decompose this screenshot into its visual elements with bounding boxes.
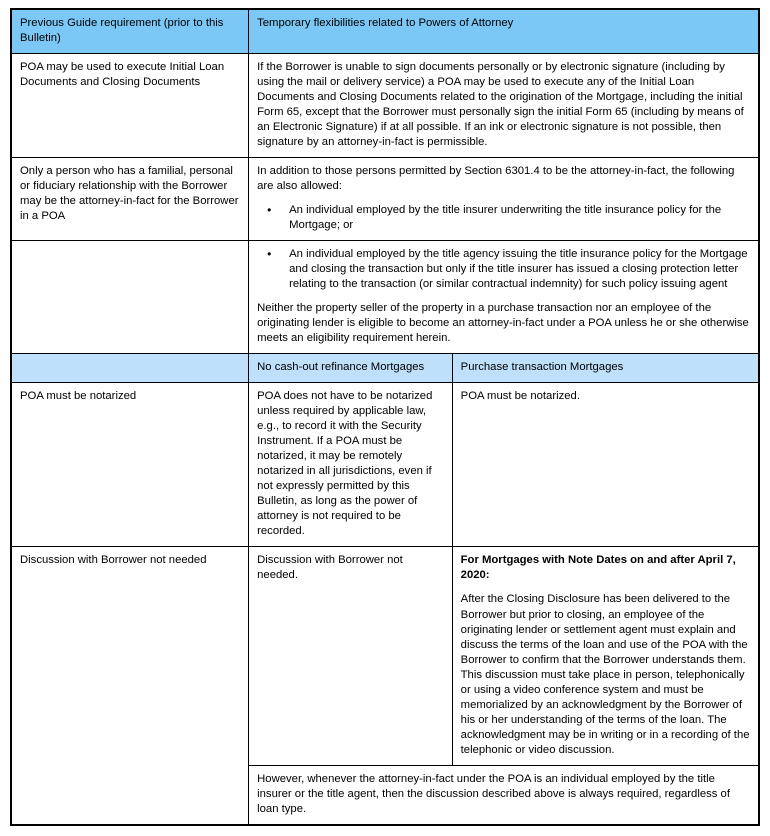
table-row — [11, 383, 759, 547]
row3-previous-requirement — [11, 241, 249, 354]
row3-temporary-flexibility — [249, 241, 759, 354]
list-item — [257, 247, 750, 292]
row5-no-cash-out-refinance: Discussion with Borrower not needed. — [249, 547, 453, 765]
row2-bullet-list — [257, 203, 750, 233]
row1-temporary-flexibility: If the Borrower is unable to sign documents personally or by electronic signature (including by using the mail or delivery service) a POA may be used to execute any of the Initial Loan Documents and Closing Documents related to the origination of the Mortgage, including the initial Form 65, except that the Borrower must personally sign the initial Form 65 (including by means of an Electronic Signature) if at all possible. If an ink or electronic signature is not possible, then signature by an attorney-in-fact is permissible. — [249, 54, 759, 158]
table-row — [11, 547, 759, 765]
row3-bullet-2-text: An individual employed by the title agency issuing the title insurance policy for the Mortgage and closing the transaction but only if the title insurer has issued a closing protection letter relating to the transaction (or similar contractual indemnity) for such policy issuing agent — [289, 248, 748, 291]
row5-note-dates-heading: For Mortgages with Note Dates on and after April 7, 2020: — [460, 554, 736, 582]
subheader-no-cash-out-refinance: No cash-out refinance Mortgages — [249, 354, 453, 383]
row2-previous-requirement: Only a person who has a familial, personal or fiduciary relationship with the Borrower may be the attorney-in-fact for the Borrower in a POA — [11, 158, 249, 241]
row2-temporary-flexibility — [249, 158, 759, 241]
row5-purchase-transaction — [452, 547, 759, 765]
row4-purchase-transaction: POA must be notarized. — [452, 383, 759, 547]
row2-intro-text: In addition to those persons permitted by Section 6301.4 to be the attorney-in-fact, the following are also allowed: — [257, 165, 735, 193]
row2-bullet-1-text: An individual employed by the title insurer underwriting the title insurance policy for the Mortgage; or — [289, 204, 722, 232]
bullet-icon: • — [267, 203, 272, 218]
header-temporary-flexibilities: Temporary flexibilities related to Powers of Attorney — [249, 9, 759, 54]
row1-previous-requirement: POA may be used to execute Initial Loan Documents and Closing Documents — [11, 54, 249, 158]
table-header-row — [11, 9, 759, 54]
header-previous-guide-requirement: Previous Guide requirement (prior to this Bulletin) — [11, 9, 249, 54]
table-row — [11, 158, 759, 241]
row4-previous-requirement: POA must be notarized — [11, 383, 249, 547]
table-row — [11, 54, 759, 158]
list-item — [257, 203, 750, 233]
bullet-icon: • — [267, 247, 272, 262]
table-subheader-row — [11, 354, 759, 383]
row4-no-cash-out-refinance: POA does not have to be notarized unless required by applicable law, e.g., to record it with the Security Instrument. If a POA must be notarized, it may be remotely notarized in all jurisdictions, even if not expressly permitted by this Bulletin, as long as the power of attorney is not required to be recorded. — [249, 383, 453, 547]
powers-of-attorney-table — [10, 8, 760, 826]
row3-closing-text: Neither the property seller of the property in a purchase transaction nor an employee of the originating lender is eligible to become an attorney-in-fact under a POA unless he or she otherwise meets an eligibility requirement herein. — [257, 302, 749, 345]
table-row — [11, 241, 759, 354]
row6-merged-note: However, whenever the attorney-in-fact under the POA is an individual employed by the title insurer or the title agent, then the discussion described above is always required, regardless of loan type. — [249, 765, 759, 825]
subheader-purchase-transaction: Purchase transaction Mortgages — [452, 354, 759, 383]
row3-bullet-list — [257, 247, 750, 292]
subheader-blank-cell — [11, 354, 249, 383]
row5-previous-requirement: Discussion with Borrower not needed — [11, 547, 249, 825]
row5-discussion-body: After the Closing Disclosure has been delivered to the Borrower but prior to closing, an employee of the originating lender or settlement agent must explain and discuss the terms of the loan and use of the POA with the Borrower to confirm that the Borrower understands them. This discussion must take place in person, telephonically or using a video conference system and must be memorialized by an acknowledgment by the Borrower of his or her understanding of the terms of the loan. The acknowledgment may be in writing or in a recording of the telephonic or video discussion. — [460, 593, 750, 756]
